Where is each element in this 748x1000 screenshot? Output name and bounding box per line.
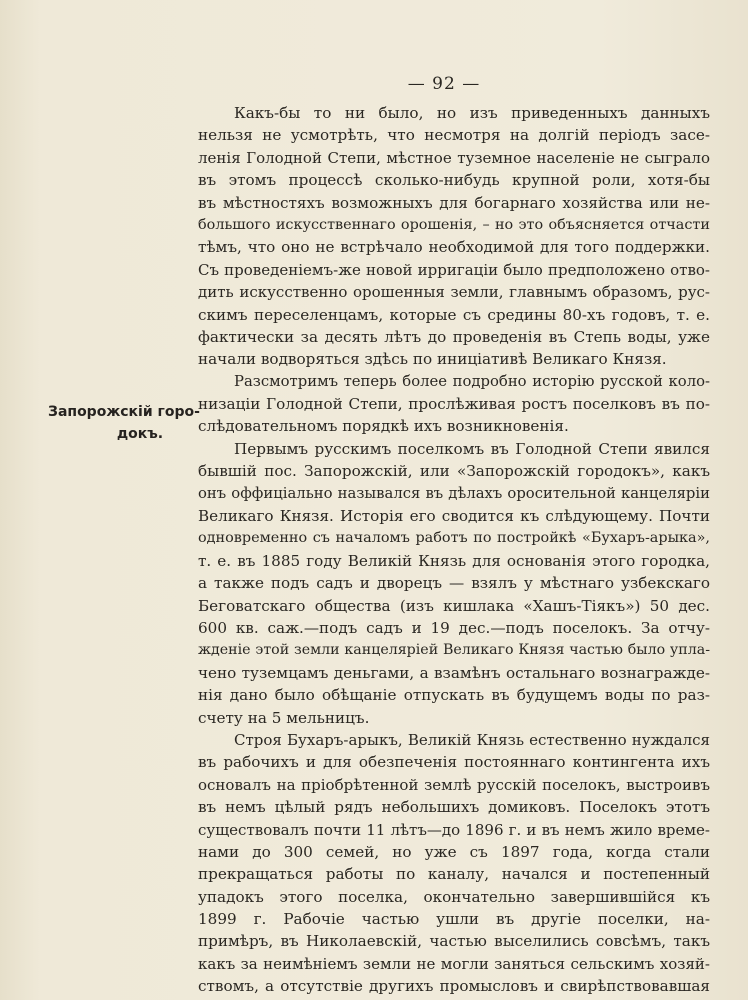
- text-line: Строя Бухаръ-арыкъ, Великій Князь естественно нуждался: [234, 730, 710, 749]
- text-line: основалъ на пріобрѣтенной землѣ русскій поселокъ, выстроивъ: [198, 775, 710, 794]
- text-line: дить искусственно орошенныя земли, главнымъ образомъ, рус-: [198, 283, 710, 302]
- text-line: низаціи Голодной Степи, прослѣживая ростъ поселковъ въ по-: [198, 395, 710, 414]
- text-line: какъ за неимѣніемъ земли не могли заняться сельскимъ хозяй-: [198, 954, 710, 973]
- text-line: Съ проведеніемъ-же новой ирригаціи было предположено отво-: [198, 260, 710, 279]
- text-line: большого искусственнаго орошенія, – но это объясняется отчасти: [198, 216, 710, 233]
- text-line: онъ оффиціально назывался въ дѣлахъ оросительной канцеляріи: [198, 484, 710, 502]
- text-line: бывшій пос. Запорожскій, или «Запорожскій городокъ», какъ: [198, 462, 710, 481]
- text-line: 1899 г. Рабочіе частью ушли въ другіе поселки, на-: [198, 910, 710, 929]
- text-line: нельзя не усмотрѣть, что несмотря на долгій періодъ засе-: [198, 126, 710, 145]
- text-line: нія дано было обѣщаніе отпускать въ будущемъ воды по раз-: [198, 686, 710, 705]
- text-line: начали водворяться здѣсь по иниціативѣ Великаго Князя.: [198, 350, 667, 369]
- margin-note-line: докъ.: [116, 426, 164, 443]
- text-line: существовалъ почти 11 лѣтъ—до 1896 г. и въ немъ жило време-: [198, 820, 710, 839]
- text-line: нами до 300 семей, но уже съ 1897 года, когда стали: [198, 842, 710, 861]
- text-line: ленія Голодной Степи, мѣстное туземное населеніе не сыграло: [198, 148, 710, 167]
- text-line: Какъ-бы то ни было, но изъ приведенныхъ данныхъ: [234, 104, 710, 122]
- text-line: 600 кв. саж.—подъ садъ и 19 дес.—подъ поселокъ. За отчу-: [198, 618, 710, 637]
- text-line: счету на 5 мельницъ.: [198, 708, 370, 727]
- text-line: чено туземцамъ деньгами, а взамѣнъ остальнаго вознагражде-: [198, 663, 710, 682]
- text-line: одновременно съ началомъ работъ по постройкѣ «Бухаръ-арыка»,: [198, 530, 710, 547]
- text-line: въ рабочихъ и для обезпеченія постояннаго контингента ихъ: [198, 753, 710, 772]
- text-line: слѣдовательномъ порядкѣ ихъ возникновенія.: [198, 417, 569, 436]
- text-line: Первымъ русскимъ поселкомъ въ Голодной Степи явился: [234, 439, 710, 458]
- text-line: тѣмъ, что оно не встрѣчало необходимой для того поддержки.: [198, 238, 710, 257]
- text-line: Великаго Князя. Исторія его сводится къ слѣдующему. Почти: [198, 507, 710, 526]
- text-line: въ этомъ процессѣ сколько-нибудь крупной роли, хотя-бы: [198, 171, 710, 190]
- text-line: прекращаться работы по каналу, начался и постепенный: [198, 865, 710, 884]
- text-line: примѣръ, въ Николаевскій, частью выселились совсѣмъ, такъ: [198, 932, 710, 951]
- text-line: Разсмотримъ теперь более подробно исторію русской коло-: [234, 372, 710, 390]
- text-line: т. е. въ 1885 году Великій Князь для основанія этого городка,: [198, 551, 710, 570]
- text-line: въ немъ цѣлый рядъ небольшихъ домиковъ. Поселокъ этотъ: [198, 798, 710, 817]
- text-line: упадокъ этого поселка, окончательно завершившійся къ: [198, 887, 710, 906]
- text-line: жденіе этой земли канцеляріей Великаго Князя частью было упла-: [198, 642, 710, 659]
- text-line: въ мѣстностяхъ возможныхъ для богарнаго хозяйства или не-: [198, 193, 710, 212]
- margin-note-heading: [48, 401, 200, 446]
- text-line: Беговатскаго общества (изъ кишлака «Хашъ-Тіякъ») 50 дес.: [198, 596, 710, 615]
- text-line: фактически за десять лѣтъ до проведенія въ Степь воды, уже: [198, 327, 710, 346]
- text-line: скимъ переселенцамъ, которые съ средины 80-хъ годовъ, т. е.: [198, 305, 710, 324]
- body-text: [198, 102, 710, 998]
- text-line: а также подъ садъ и дворецъ — взялъ у мѣстнаго узбекскаго: [198, 574, 710, 593]
- page-number: — 92 —: [407, 74, 481, 94]
- text-line: ствомъ, а отсутствіе другихъ промысловъ и свирѣпствовавшая: [198, 977, 710, 996]
- margin-note-line: Запорожскій горо-: [48, 404, 200, 420]
